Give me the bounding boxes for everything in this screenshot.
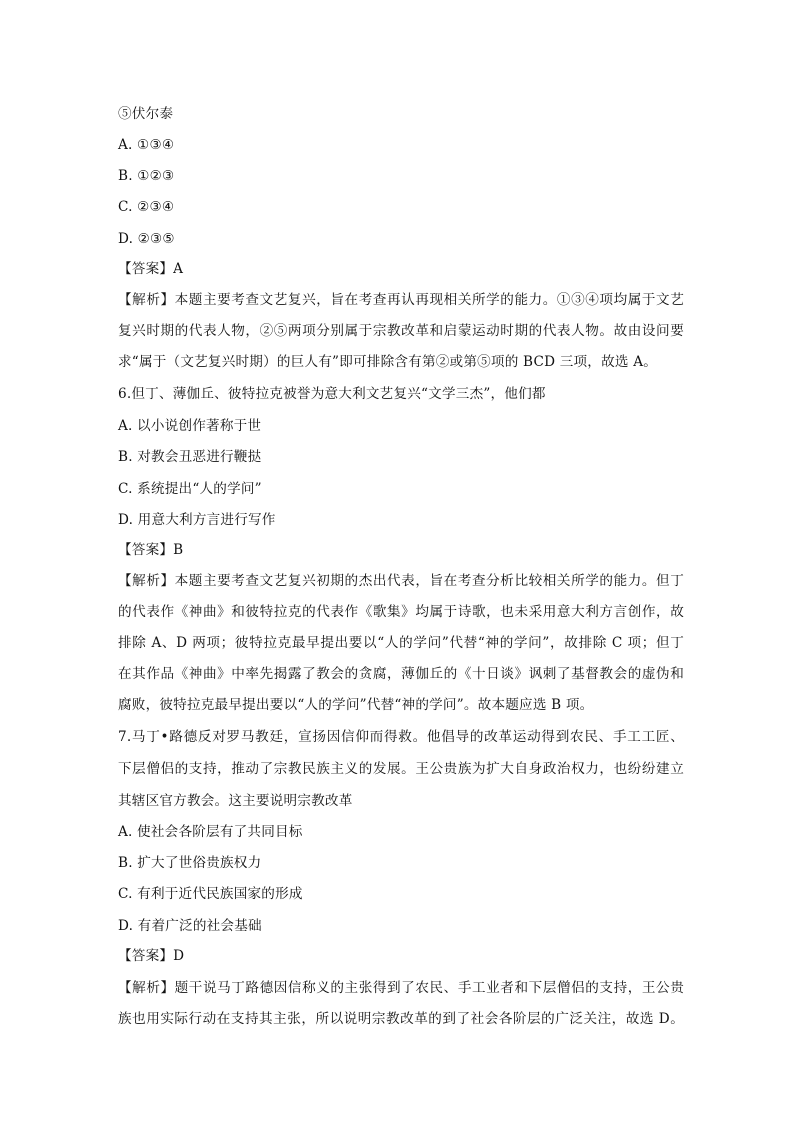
analysis-text: 【解析】本题主要考查文艺复兴初期的杰出代表，旨在考查分析比较相关所学的能力。但丁	[118, 573, 684, 589]
analysis-text: 复兴时期的代表人物，②⑤两项分别属于宗教改革和启蒙运动时期的代表人物。故由设问要	[118, 323, 684, 339]
option-b: B. 扩大了世俗贵族权力	[118, 855, 262, 871]
analysis-text: 排除 A、D 两项；彼特拉克最早提出要以“人的学问”代替“神的学问”，故排除 C 项；但丁	[118, 635, 684, 651]
analysis-text: 求“属于（文艺复兴时期）的巨人有”即可排除含有第②或第⑤项的 BCD 三项，故选 A。	[118, 354, 658, 370]
option-a: A. 以小说创作著称于世	[118, 418, 262, 434]
option-b: B. 对教会丑恶进行鞭挞	[118, 449, 262, 465]
option-c: C. ②③④	[118, 199, 175, 215]
analysis-text: 【解析】本题主要考查文艺复兴，旨在考查再认再现相关所学的能力。①③④项均属于文艺	[118, 292, 684, 308]
question-stem: 下层僧侣的支持，推动了宗教民族主义的发展。王公贵族为扩大自身政治权力，也纷纷建立	[118, 761, 684, 777]
analysis-text: 在其作品《神曲》中率先揭露了教会的贪腐，薄伽丘的《十日谈》讽刺了基督教会的虚伪和	[118, 666, 684, 682]
question-stem: 其辖区官方教会。这主要说明宗教改革	[118, 793, 353, 809]
question-stem: 6.但丁、薄伽丘、彼特拉克被誉为意大利文艺复兴“文学三杰”，他们都	[118, 386, 546, 402]
option-d: D. 有着广泛的社会基础	[118, 918, 262, 934]
option-a: A. ①③④	[118, 137, 175, 153]
option-a: A. 使社会各阶层有了共同目标	[118, 824, 303, 840]
option-d: D. ②③⑤	[118, 231, 175, 247]
answer-label: 【答案】A	[118, 261, 184, 277]
analysis-text: 的代表作《神曲》和彼特拉克的代表作《歌集》均属于诗歌，也未采用意大利方言创作，故	[118, 604, 684, 620]
option-item: ⑤伏尔泰	[118, 106, 174, 122]
option-d: D. 用意大利方言进行写作	[118, 512, 276, 528]
answer-label: 【答案】B	[118, 542, 184, 558]
analysis-text: 腐败，彼特拉克最早提出要以“人的学问”代替“神的学问”。故本题应选 B 项。	[118, 697, 594, 713]
option-b: B. ①②③	[118, 168, 175, 184]
option-c: C. 有利于近代民族国家的形成	[118, 886, 303, 902]
question-stem: 7.马丁•路德反对罗马教廷，宣扬因信仰而得救。他倡导的改革运动得到农民、手工工匠、	[118, 729, 684, 745]
analysis-text: 族也用实际行动在支持其主张，所以说明宗教改革的到了社会各阶层的广泛关注，故选 D。	[118, 1011, 684, 1027]
answer-label: 【答案】D	[118, 948, 185, 964]
option-c: C. 系统提出“人的学问”	[118, 481, 262, 497]
analysis-text: 【解析】题干说马丁路德因信称义的主张得到了农民、手工业者和下层僧侣的支持，王公贵	[118, 980, 684, 996]
